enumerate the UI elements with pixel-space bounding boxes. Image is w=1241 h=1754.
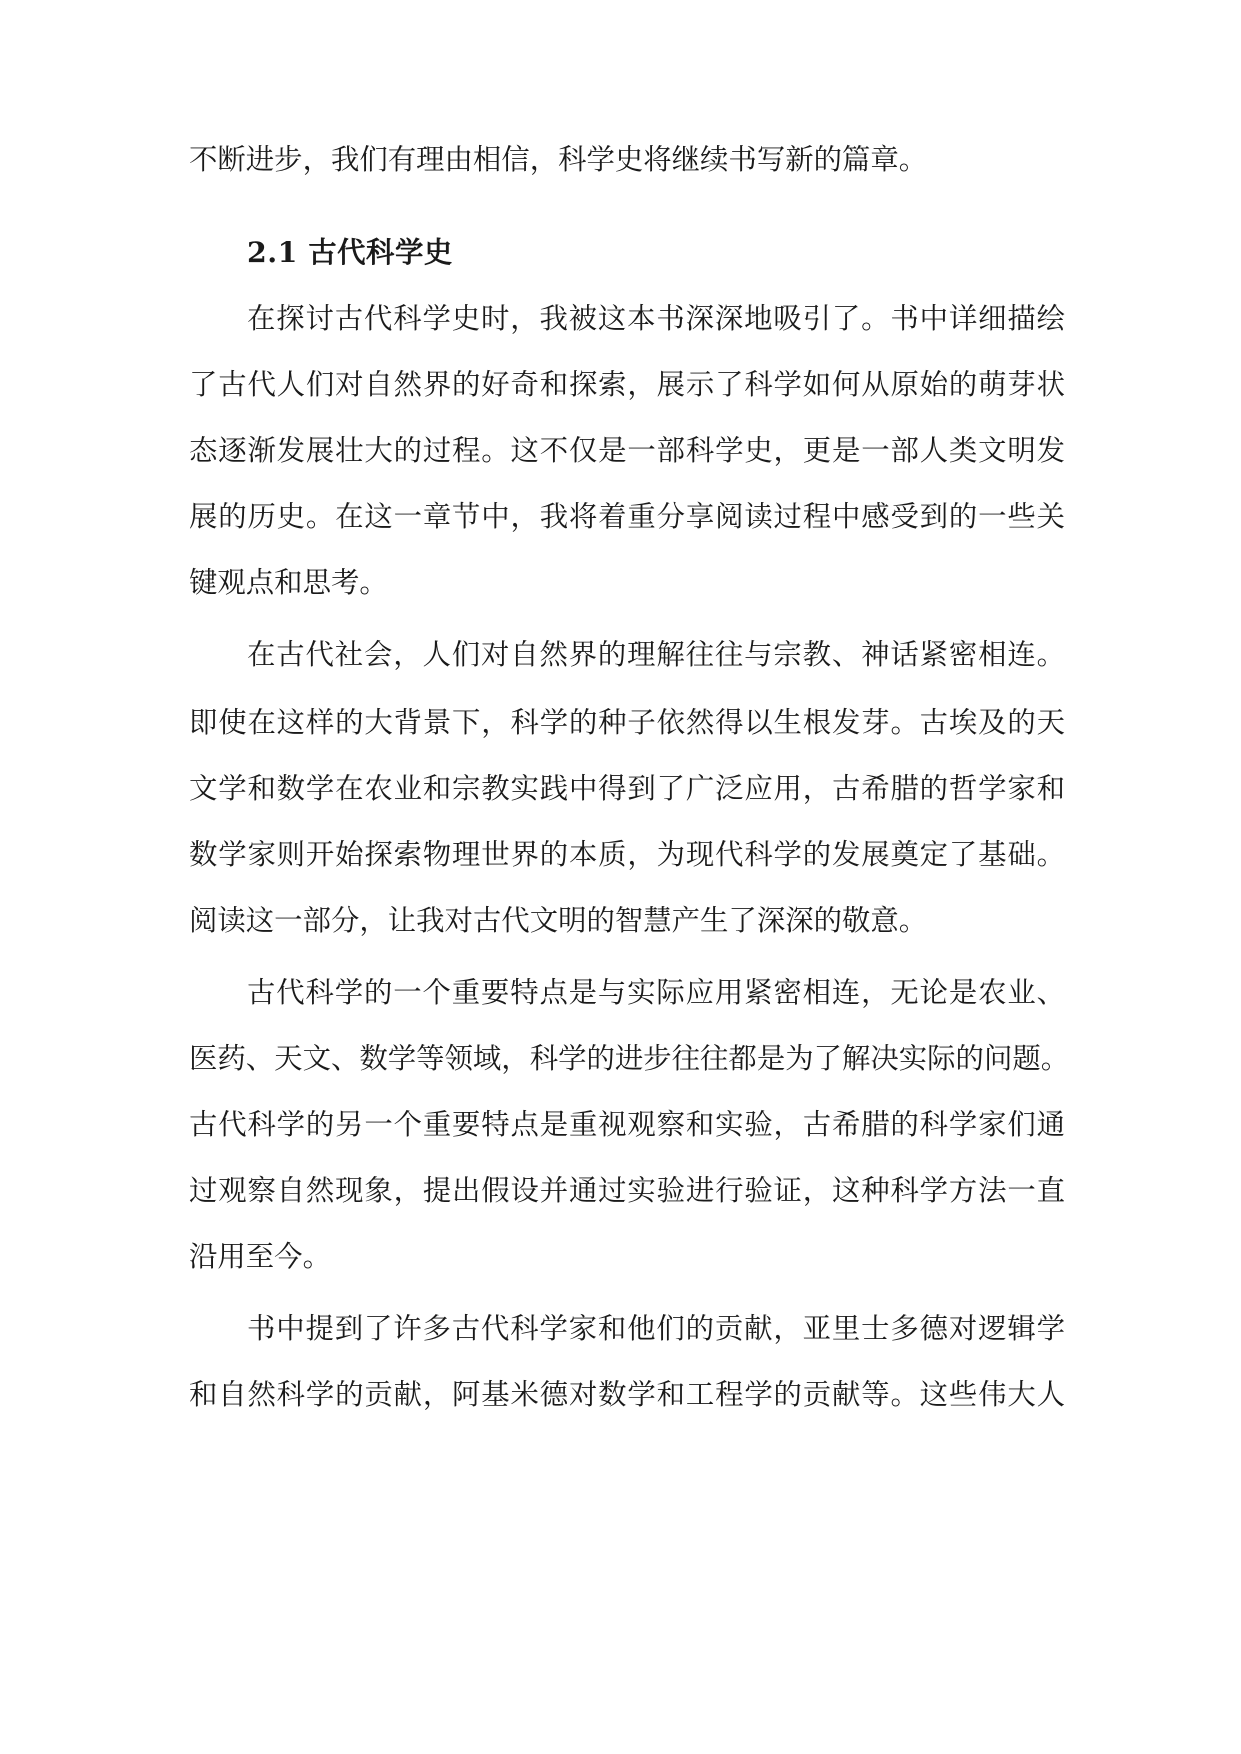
paragraph-line: 了古代人们对自然界的好奇和探索，展示了科学如何从原始的萌芽状	[189, 368, 1065, 401]
paragraph-line: 不断进步，我们有理由相信，科学史将继续书写新的篇章。	[189, 143, 928, 176]
paragraph-line: 医药、天文、数学等领域，科学的进步往往都是为了解决实际的问题。	[189, 1042, 1070, 1075]
paragraph-line: 展的历史。在这一章节中，我将着重分享阅读过程中感受到的一些关	[189, 500, 1065, 533]
paragraph-line: 态逐渐发展壮大的过程。这不仅是一部科学史，更是一部人类文明发	[189, 434, 1065, 467]
section-heading: 2.1 古代科学史	[247, 235, 453, 269]
paragraph-line: 书中提到了许多古代科学家和他们的贡献，亚里士多德对逻辑学	[247, 1312, 1065, 1345]
paragraph-line: 在探讨古代科学史时，我被这本书深深地吸引了。书中详细描绘	[247, 302, 1065, 335]
paragraph-line: 键观点和思考。	[189, 566, 388, 599]
paragraph-line: 数学家则开始探索物理世界的本质，为现代科学的发展奠定了基础。	[189, 838, 1065, 871]
paragraph-line: 在古代社会，人们对自然界的理解往往与宗教、神话紧密相连。	[247, 638, 1065, 671]
paragraph-line: 和自然科学的贡献，阿基米德对数学和工程学的贡献等。这些伟大人	[189, 1378, 1065, 1411]
paragraph-line: 阅读这一部分，让我对古代文明的智慧产生了深深的敬意。	[189, 904, 928, 937]
paragraph-line: 过观察自然现象，提出假设并通过实验进行验证，这种科学方法一直	[189, 1174, 1065, 1207]
paragraph-line: 古代科学的另一个重要特点是重视观察和实验，古希腊的科学家们通	[189, 1108, 1065, 1141]
paragraph-line: 即使在这样的大背景下，科学的种子依然得以生根发芽。古埃及的天	[189, 706, 1065, 739]
paragraph-line: 沿用至今。	[189, 1240, 331, 1273]
paragraph-line: 古代科学的一个重要特点是与实际应用紧密相连，无论是农业、	[247, 976, 1065, 1009]
paragraph-line: 文学和数学在农业和宗教实践中得到了广泛应用，古希腊的哲学家和	[189, 772, 1065, 805]
